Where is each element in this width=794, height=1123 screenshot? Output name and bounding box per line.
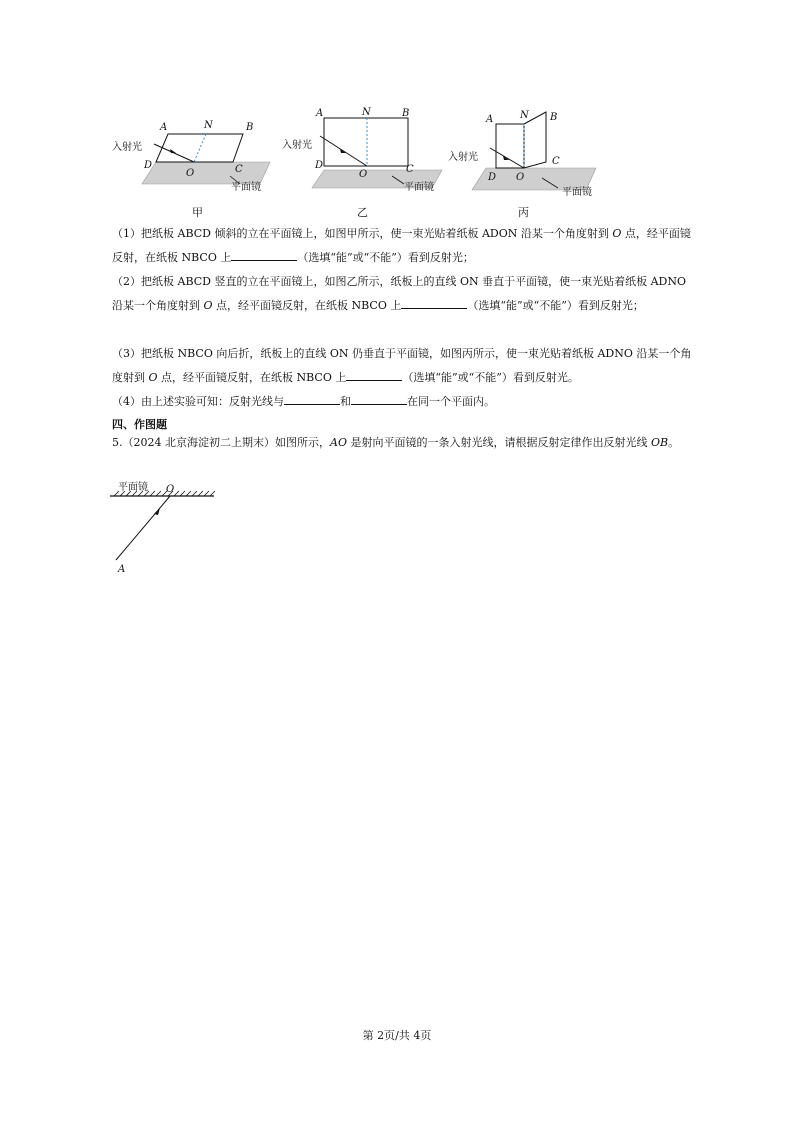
- label-b: B: [550, 112, 558, 123]
- label-d: D: [488, 172, 497, 183]
- figure-bing-diagram: [446, 100, 616, 200]
- caption-jia: 甲: [192, 206, 203, 219]
- cardboard-adno: [496, 124, 524, 168]
- label-plane-mirror: 平面镜: [562, 187, 592, 198]
- label-a: A: [118, 564, 126, 575]
- answer-blank[interactable]: [231, 248, 297, 261]
- hatch-mark: [192, 491, 197, 496]
- label-n: N: [362, 107, 371, 118]
- label-d: D: [315, 160, 324, 171]
- answer-blank[interactable]: [346, 368, 402, 381]
- figure-q5: [108, 480, 228, 584]
- hatch-mark: [156, 491, 161, 496]
- caption-bing: 丙: [518, 206, 529, 219]
- cardboard-abcd: [156, 134, 243, 162]
- label-incident-light: 入射光: [112, 142, 142, 153]
- figure-q5-diagram: [108, 480, 228, 580]
- label-plane-mirror: 平面镜: [231, 182, 261, 193]
- caption-yi: 乙: [357, 206, 368, 219]
- label-b: B: [402, 108, 410, 119]
- section-heading: 四、作图题: [112, 418, 167, 431]
- label-a: A: [316, 108, 324, 119]
- label-o: O: [516, 172, 525, 183]
- answer-blank[interactable]: [351, 392, 407, 405]
- figure-yi-diagram: [280, 100, 450, 200]
- question-1: （1）把纸板 ABCD 倾斜的立在平面镜上，如图甲所示，使一束光贴着纸板 ADON 沿某一个角度射到 O 点，经平面镜反射，在纸板 NBCO 上 （选填“能”或“不能”）看到反射光；: [112, 227, 691, 264]
- label-n: N: [204, 120, 213, 131]
- figure-yi: [280, 100, 450, 200]
- page-footer: 第 2页/共 4页: [362, 1029, 432, 1042]
- label-o: O: [359, 169, 368, 180]
- hatch-mark: [186, 491, 191, 496]
- hatch-mark: [180, 491, 185, 496]
- label-n: N: [520, 110, 529, 121]
- ray-arrow-icon: [154, 508, 160, 515]
- question-3: （3）把纸板 NBCO 向后折，纸板上的直线 ON 仍垂直于平面镜，如图丙所示，使一束光贴着纸板 ADNO 沿某一个角度射到 O 点，经平面镜反射，在纸板 NBCO 上 （选填“能”或“不能”）看到反射光。: [112, 347, 692, 384]
- label-plane-mirror: 平面镜: [404, 182, 434, 193]
- label-a: A: [486, 114, 494, 125]
- label-incident-light: 入射光: [282, 140, 312, 151]
- label-o: O: [186, 168, 195, 179]
- figure-jia-diagram: [108, 100, 278, 200]
- plane-mirror-surface: [142, 162, 270, 184]
- cardboard-abcd: [324, 118, 408, 166]
- label-c: C: [406, 164, 414, 175]
- label-c: C: [235, 164, 243, 175]
- answer-blank[interactable]: [284, 392, 340, 405]
- figure-bing: [446, 100, 616, 200]
- hatch-mark: [174, 491, 179, 496]
- answer-blank[interactable]: [401, 296, 467, 309]
- hatch-mark: [198, 491, 203, 496]
- label-plane-mirror: 平面镜: [118, 482, 148, 493]
- question-4: （4）由上述实验可知：反射光线与 和 在同一个平面内。: [112, 390, 692, 414]
- hatch-mark: [150, 491, 155, 496]
- question-5: 5.（2024 北京海淀初二上期末）如图所示，AO 是射向平面镜的一条入射光线，请根据反射定律作出反射光线 OB。: [112, 436, 680, 449]
- label-c: C: [552, 156, 560, 167]
- hatch-mark: [204, 491, 209, 496]
- label-o: O: [166, 484, 175, 495]
- label-d: D: [144, 160, 153, 171]
- hatch-mark: [210, 491, 215, 496]
- label-b: B: [246, 122, 254, 133]
- question-2: （2）把纸板 ABCD 竖直的立在平面镜上，如图乙所示，纸板上的直线 ON 垂直于平面镜，使一束光贴着纸板 ADNO 沿某一个角度射到 O 点，经平面镜反射，在纸板 NBCO 上 （选填“能”或“不能”）看到反射光；: [112, 275, 686, 312]
- figure-jia: [108, 100, 278, 200]
- incident-ray-ao: [116, 496, 170, 560]
- label-a: A: [160, 122, 168, 133]
- label-incident-light: 入射光: [448, 152, 478, 163]
